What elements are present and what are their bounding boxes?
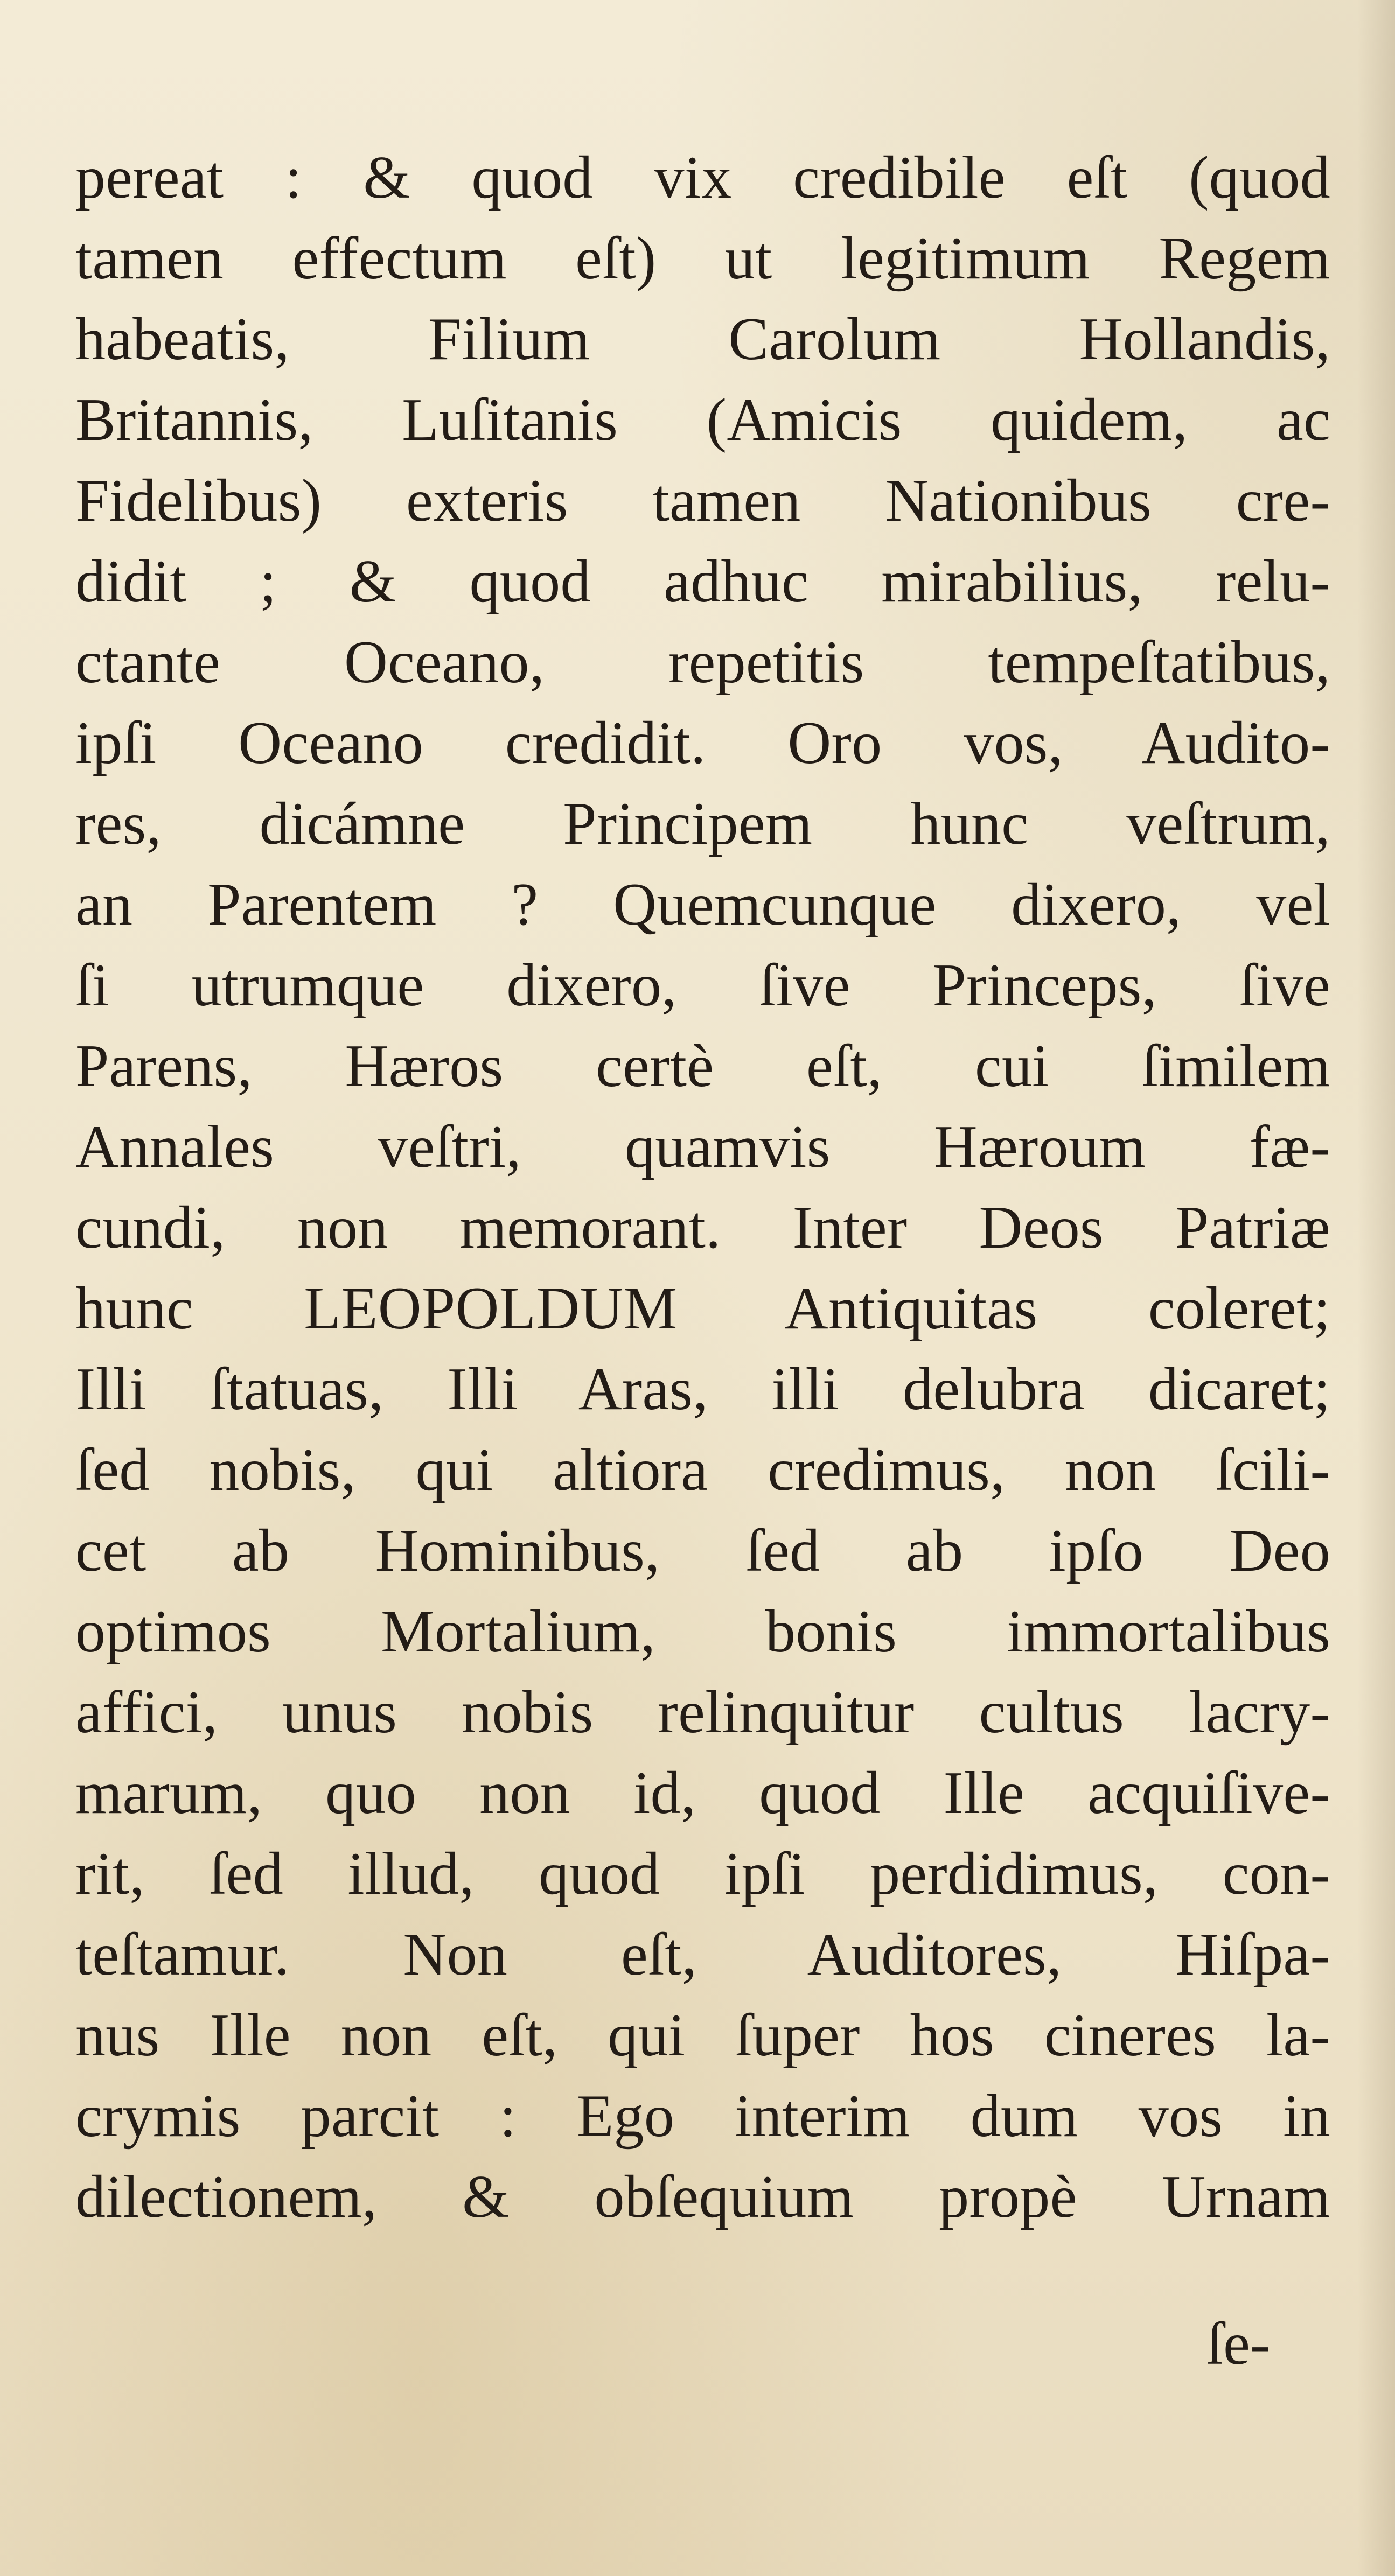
text-line: hunc LEOPOLDUM Antiquitas coleret;: [75, 1275, 1330, 1342]
text-line: habeatis, Filium Carolum Hollandis,: [75, 306, 1330, 373]
text-line: ſi utrumque dixero, ſive Princeps, ſive: [75, 952, 1330, 1019]
catchword: ſe-: [1206, 2311, 1271, 2377]
text-line: affici, unus nobis relinquitur cultus lacry-: [75, 1679, 1330, 1746]
text-line: cet ab Hominibus, ſed ab ipſo Deo: [75, 1517, 1330, 1584]
text-line: ctante Oceano, repetitis tempeſtatibus,: [75, 629, 1330, 696]
text-line: ipſi Oceano credidit. Oro vos, Audito-: [75, 710, 1330, 776]
text-line: cundi, non memorant. Inter Deos Patriæ: [75, 1194, 1330, 1261]
text-line: ſed nobis, qui altiora credimus, non ſcili-: [75, 1437, 1330, 1503]
text-line: optimos Mortalium, bonis immortalibus: [75, 1598, 1330, 1665]
text-line: tamen effectum eſt) ut legitimum Regem: [75, 225, 1330, 292]
text-line: pereat : & quod vix credibile eſt (quod: [75, 144, 1330, 211]
text-line: Fidelibus) exteris tamen Nationibus cre-: [75, 467, 1330, 534]
text-line: crymis parcit : Ego interim dum vos in: [75, 2083, 1330, 2150]
text-line: Parens, Hæros certè eſt, cui ſimilem: [75, 1033, 1330, 1100]
text-line: marum, quo non id, quod Ille acquiſive-: [75, 1760, 1330, 1826]
body-text: [75, 137, 1330, 2237]
text-line: an Parentem ? Quemcunque dixero, vel: [75, 871, 1330, 938]
text-line: rit, ſed illud, quod ipſi perdidimus, con-: [75, 1840, 1330, 1907]
text-line: didit ; & quod adhuc mirabilius, relu-: [75, 548, 1330, 615]
text-line: Britannis, Luſitanis (Amicis quidem, ac: [75, 387, 1330, 453]
text-line: teſtamur. Non eſt, Auditores, Hiſpa-: [75, 1921, 1330, 1988]
text-line: res, dicámne Principem hunc veſtrum,: [75, 790, 1330, 857]
text-line: Illi ſtatuas, Illi Aras, illi delubra dicaret;: [75, 1356, 1330, 1423]
page-edge-shadow: [1357, 0, 1395, 2576]
text-line: Annales veſtri, quamvis Hæroum fæ-: [75, 1114, 1330, 1180]
text-line: nus Ille non eſt, qui ſuper hos cineres la-: [75, 2002, 1330, 2069]
text-line: dilectionem, & obſequium propè Urnam: [75, 2164, 1330, 2230]
